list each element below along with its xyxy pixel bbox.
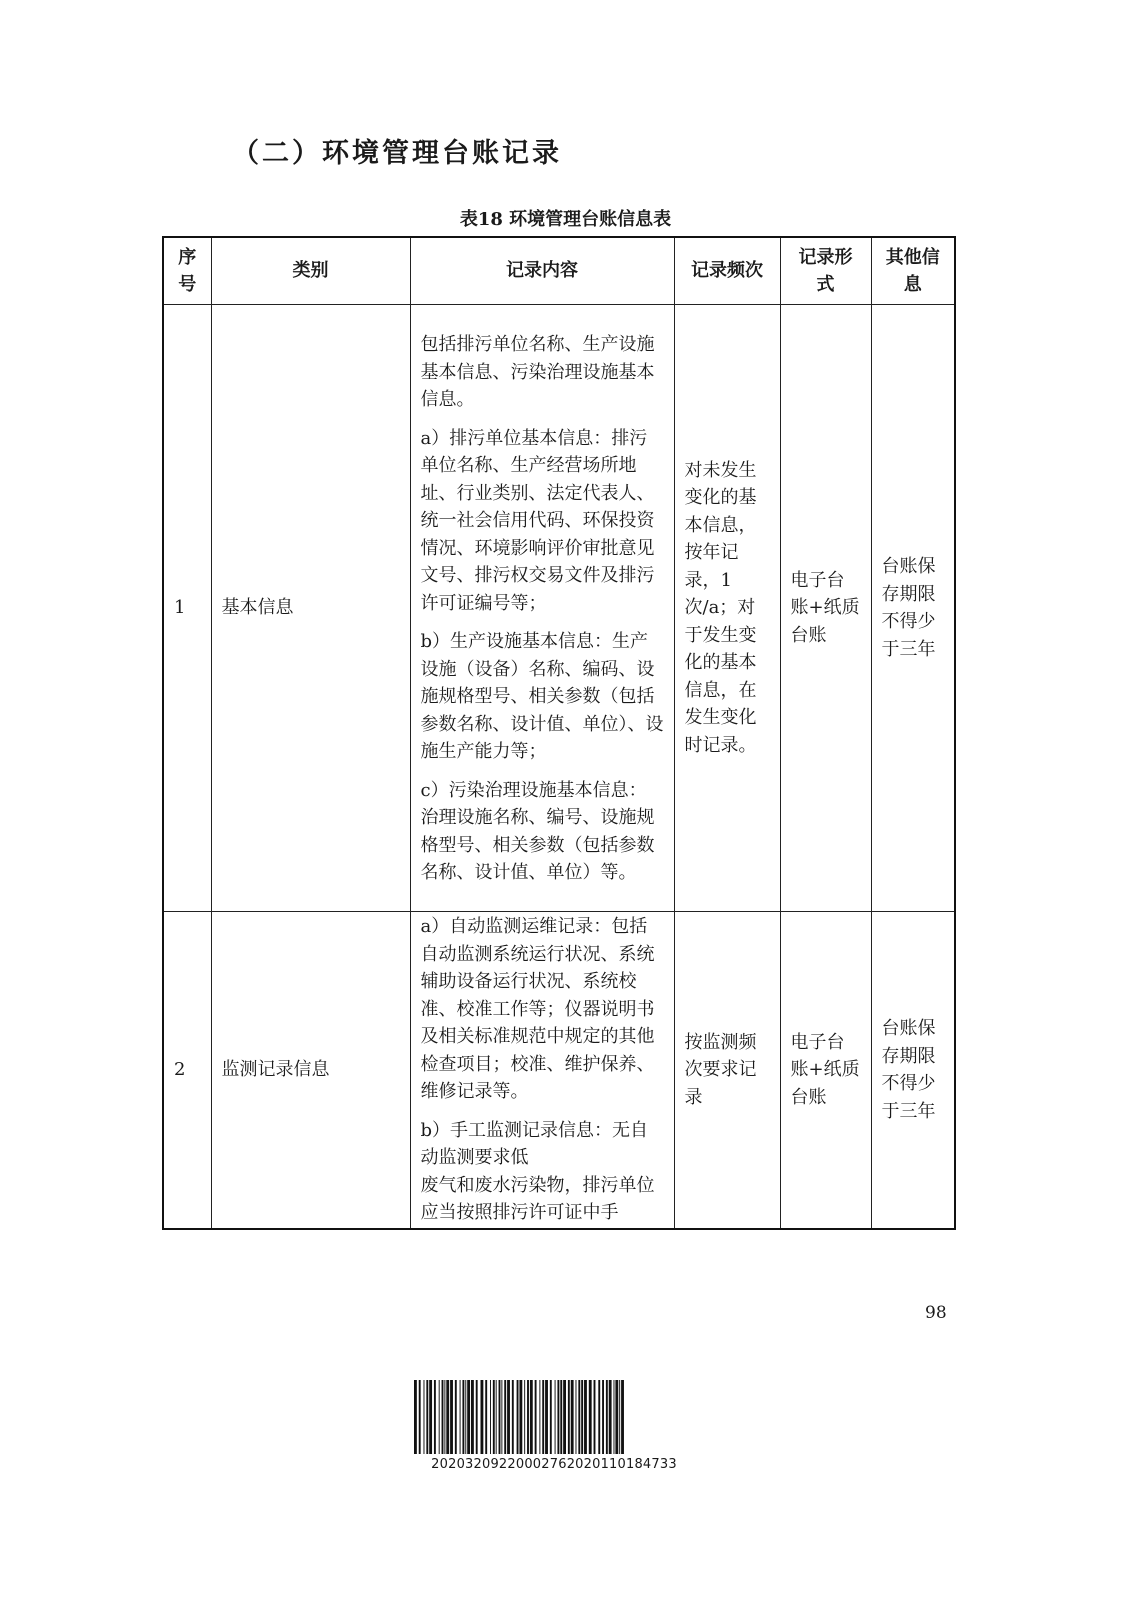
barcode-bar: [578, 1380, 580, 1454]
row-other-cell: 台账保存期限不得少于三年: [871, 305, 955, 912]
barcode-bar: [563, 1380, 566, 1454]
barcode-bar: [609, 1380, 612, 1454]
barcode-bar: [434, 1380, 436, 1454]
table-caption: 表18 环境管理台账信息表: [459, 209, 672, 230]
barcode-bar: [504, 1380, 506, 1454]
barcode-bar: [471, 1380, 474, 1454]
barcode-bar: [426, 1380, 428, 1454]
barcode-bar: [571, 1380, 574, 1454]
barcode-bar: [414, 1380, 417, 1454]
page-number: 98: [925, 1303, 947, 1323]
ledger-info-table: [162, 236, 956, 1230]
barcode-bar: [446, 1380, 449, 1454]
row-frequency-cell: 按监测频次要求记录: [674, 912, 780, 1230]
barcode-bar: [584, 1380, 587, 1454]
barcode-image: [412, 1380, 696, 1454]
barcode-bar: [581, 1380, 583, 1454]
header-frequency: [674, 237, 780, 305]
barcode-bar: [576, 1380, 577, 1454]
barcode-bar: [519, 1380, 522, 1454]
header-index-label: 序 号: [178, 246, 197, 295]
barcode-bar: [467, 1380, 470, 1454]
barcode-bar: [524, 1380, 525, 1454]
barcode-bar: [465, 1380, 466, 1454]
barcode-bar: [419, 1380, 421, 1454]
barcode-bar: [496, 1380, 497, 1454]
header-category-label: 类别: [292, 260, 329, 282]
table-row: [163, 305, 955, 912]
header-content: [410, 237, 674, 305]
row-content-cell: [410, 305, 674, 912]
barcode-number: 20203209220002762020110184733: [431, 1457, 677, 1472]
barcode-bar: [594, 1380, 596, 1454]
barcode-bar: [507, 1380, 510, 1454]
row-index-cell: 2: [163, 912, 211, 1230]
barcode-bar: [555, 1380, 556, 1454]
row-category-cell: 基本信息: [211, 305, 410, 912]
barcode-bar: [485, 1380, 487, 1454]
barcode-bar: [606, 1380, 608, 1454]
barcode-bar: [439, 1380, 440, 1454]
barcode-bar: [429, 1380, 432, 1454]
header-content-label: 记录内容: [506, 260, 578, 282]
barcode-bar: [589, 1380, 592, 1454]
barcode-bar: [444, 1380, 445, 1454]
barcode-bar: [539, 1380, 540, 1454]
table-header-row: [163, 237, 955, 305]
barcode-bar: [462, 1380, 464, 1454]
barcode-bar: [476, 1380, 478, 1454]
content-paragraph: 包括排污单位名称、生产设施基本信息、污染治理设施基本信息。: [420, 334, 655, 411]
barcode-bar: [598, 1380, 600, 1454]
barcode-bar: [501, 1380, 502, 1454]
barcode-bar: [517, 1380, 519, 1454]
header-form: [780, 237, 871, 305]
barcode-bar: [542, 1380, 544, 1454]
barcode-bar: [615, 1380, 618, 1454]
header-other-label: 其他信 息: [885, 246, 940, 295]
section-heading: （二）环境管理台账记录: [232, 138, 562, 169]
barcode-bar: [424, 1380, 425, 1454]
header-index: [163, 237, 211, 305]
header-form-label: 记录形 式: [798, 246, 853, 295]
row-form-cell: 电子台账+纸质台账: [780, 305, 871, 912]
header-category: [211, 237, 410, 305]
barcode-bar: [512, 1380, 514, 1454]
barcode-bar: [499, 1380, 501, 1454]
content-paragraph: c）污染治理设施基本信息：治理设施名称、编号、设施规格型号、相关参数（包括参数名称、设计值、单位）等。: [420, 779, 655, 884]
barcode-bar: [490, 1380, 491, 1454]
barcode-bar: [527, 1380, 529, 1454]
barcode-bar: [614, 1380, 615, 1454]
barcode-bar: [530, 1380, 533, 1454]
content-paragraph: b）手工监测记录信息：无自动监测要求低 废气和废水污染物，排污单位应当按照排污许可证中手: [420, 1119, 655, 1224]
row-other-cell: 台账保存期限不得少于三年: [871, 912, 955, 1230]
barcode-bar: [619, 1380, 620, 1454]
header-other: [871, 237, 955, 305]
barcode-bar: [557, 1380, 559, 1454]
content-paragraph: b）生产设施基本信息：生产设施（设备）名称、编码、设施规格型号、相关参数（包括参数名称、设计值、单位）、设施生产能力等；: [420, 631, 664, 763]
barcode-bar: [621, 1380, 624, 1454]
barcode-bar: [545, 1380, 548, 1454]
barcode-bar: [560, 1380, 562, 1454]
barcode-bar: [493, 1380, 495, 1454]
barcode-bar: [602, 1380, 604, 1454]
barcode-bar: [550, 1380, 552, 1454]
barcode-bar: [481, 1380, 484, 1454]
table-row: [163, 912, 955, 1230]
barcode-bar: [455, 1380, 457, 1454]
barcode-bar: [535, 1380, 537, 1454]
row-index-cell: 1: [163, 305, 211, 912]
barcode-bar: [568, 1380, 570, 1454]
content-paragraph: a）排污单位基本信息：排污单位名称、生产经营场所地址、行业类别、法定代表人、统一社会信用代码、环保投资情况、环境影响评价审批意见文号、排污权交易文件及排污许可证编号等；: [420, 427, 655, 614]
row-content-cell: [410, 912, 674, 1230]
barcode-bar: [460, 1380, 461, 1454]
barcode-bar: [450, 1380, 453, 1454]
barcode-bar: [442, 1380, 444, 1454]
row-category-cell: 监测记录信息: [211, 912, 410, 1230]
header-frequency-label: 记录频次: [691, 260, 763, 282]
row-frequency-cell: 对未发生变化的基本信息，按年记录，1次/a；对于发生变化的基本信息，在发生变化时记录。: [674, 305, 780, 912]
content-paragraph: a）自动监测运维记录：包括自动监测系统运行状况、系统辅助设备运行状况、系统校准、校准工作等；仪器说明书及相关标准规范中规定的其他检查项目；校准、维护保养、维修记录等。: [420, 916, 655, 1103]
row-form-cell: 电子台账+纸质台账: [780, 912, 871, 1230]
